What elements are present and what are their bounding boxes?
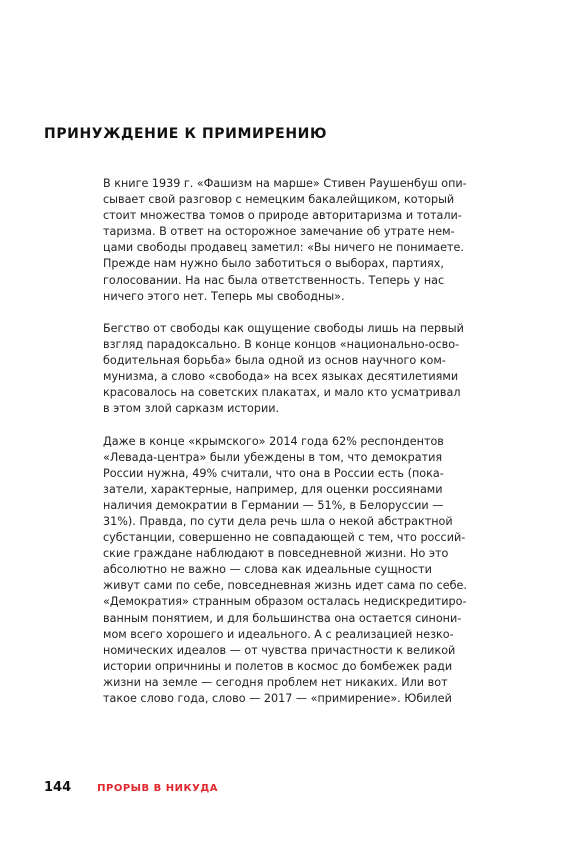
text-line: мом всего хорошего и идеального. А с реализацией незко- xyxy=(103,627,454,641)
text-line: истории опричнины и полетов в космос до бомбежек ради xyxy=(103,659,453,673)
text-line: 31%). Правда, по сути дела речь шла о некой абстрактной xyxy=(103,514,453,528)
text-line: «Демократия» странным образом осталась недискредитиро- xyxy=(103,595,467,609)
text-line: номических идеалов — от чувства причастности к великой xyxy=(103,643,456,657)
paragraph-1 xyxy=(103,176,483,305)
text-line: жизни на земле — сегодня проблем нет никаких. Или вот xyxy=(103,675,448,689)
page-footer xyxy=(44,780,218,795)
text-line: таризма. В ответ на осторожное замечание об утрате нем- xyxy=(103,225,455,239)
text-line: голосовании. На нас была ответственность. Теперь у нас xyxy=(103,273,445,287)
text-line: ничего этого нет. Теперь мы свободны». xyxy=(103,289,345,303)
text-line: цами свободы продавец заметил: «Вы ничего не понимаете. xyxy=(103,241,464,255)
section-heading: ПРИНУЖДЕНИЕ К ПРИМИРЕНИЮ xyxy=(44,126,327,142)
text-line: сывает свой разговор с немецким бакалейщиком, который xyxy=(103,193,455,207)
text-line: Прежде нам нужно было заботиться о выборах, партиях, xyxy=(103,257,444,271)
text-line: бодительная борьба» была одной из основ научного ком- xyxy=(103,354,446,368)
body-text xyxy=(103,176,483,723)
text-line: в этом злой сарказм истории. xyxy=(103,402,280,416)
text-line: абсолютно не важно — слова как идеальные сущности xyxy=(103,563,432,577)
text-line: взгляд парадоксально. В конце концов «национально-осво- xyxy=(103,337,460,351)
paragraph-2 xyxy=(103,321,483,418)
text-line: наличия демократии в Германии — 51%, в Белоруссии — xyxy=(103,498,444,512)
text-line: такое слово года, слово — 2017 — «примирение». Юбилей xyxy=(103,692,452,705)
text-line: живут сами по себе, повседневная жизнь идет сама по себе. xyxy=(103,579,467,593)
text-line: «Левада-центра» были убеждены в том, что демократия xyxy=(103,450,443,464)
running-title: ПРОРЫВ В НИКУДА xyxy=(97,783,219,794)
text-line: Бегство от свободы как ощущение свободы лишь на первый xyxy=(103,321,464,335)
paragraph-3 xyxy=(103,434,483,708)
text-line: России нужна, 49% считали, что она в России есть (пока- xyxy=(103,466,444,480)
text-line: ванным понятием, и для большинства она остается синони- xyxy=(103,611,462,625)
text-line: мунизма, а слово «свобода» на всех языках десятилетиями xyxy=(103,370,459,384)
text-line: В книге 1939 г. «Фашизм на марше» Стивен Раушенбуш опи- xyxy=(103,177,467,190)
page-number: 144 xyxy=(44,780,72,795)
text-line: затели, характерные, например, для оценки россиянами xyxy=(103,482,443,496)
text-line: субстанции, совершенно не совпадающей с тем, что россий- xyxy=(103,531,466,545)
text-line: ские граждане наблюдают в повседневной жизни. Но это xyxy=(103,547,449,561)
text-line: красовалось на советских плакатах, и мало кто усматривал xyxy=(103,386,461,400)
text-line: стоит множества томов о природе авторитаризма и тотали- xyxy=(103,209,462,223)
text-line: Даже в конце «крымского» 2014 года 62% респондентов xyxy=(103,434,444,448)
